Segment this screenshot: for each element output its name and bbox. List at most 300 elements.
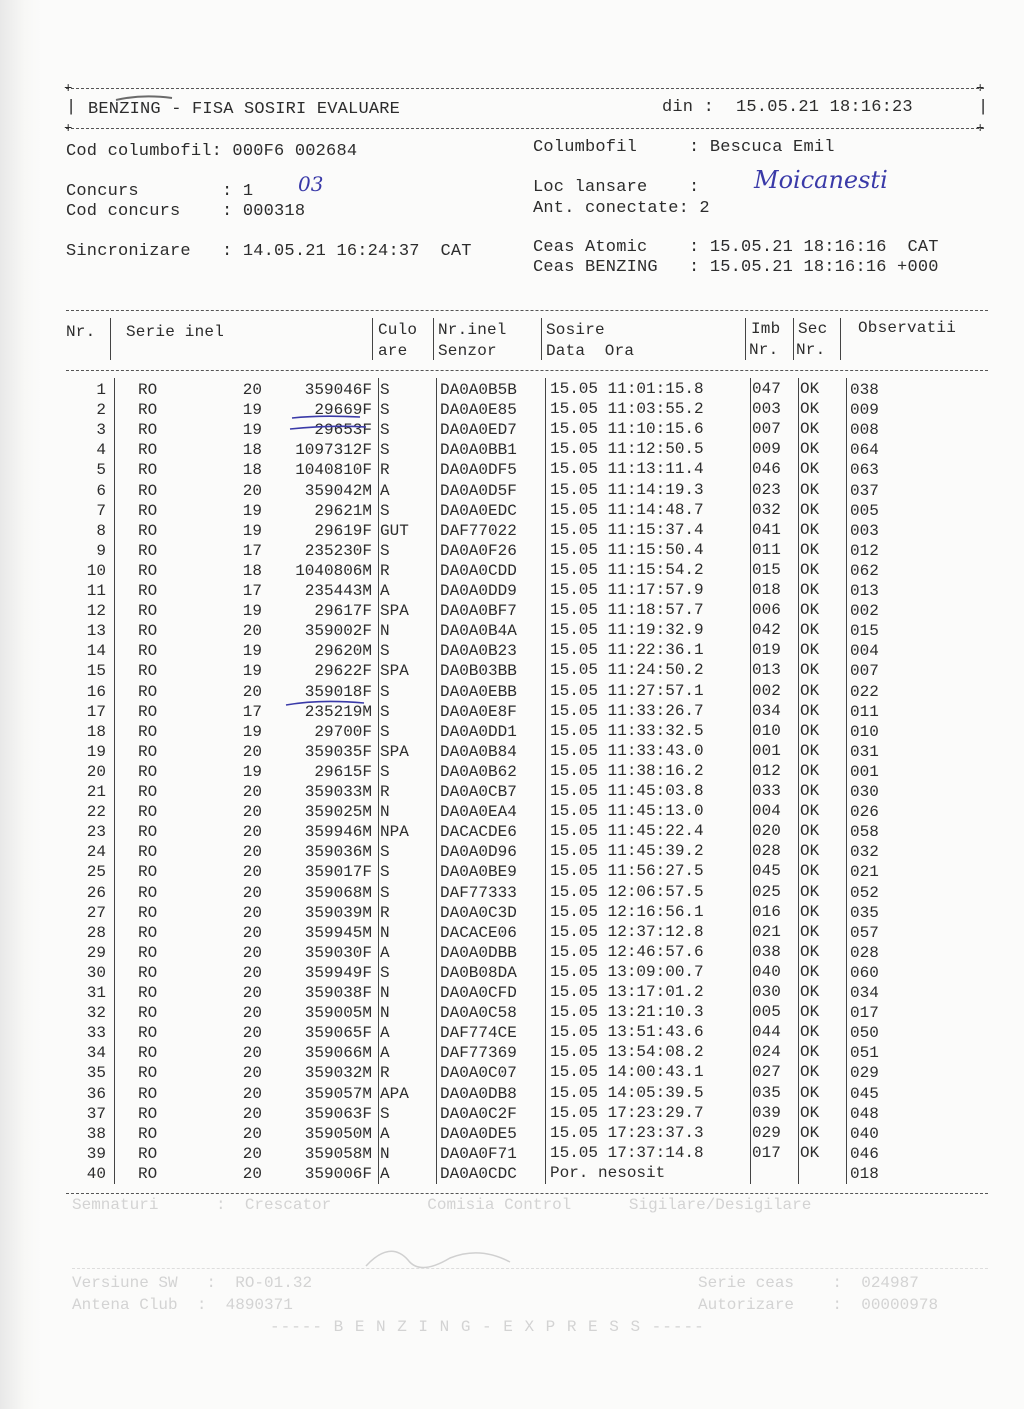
row-nr: 27 bbox=[86, 903, 106, 922]
row-color: R bbox=[380, 561, 390, 580]
row-obs: 060 bbox=[850, 963, 879, 982]
row-ring: 359032M bbox=[304, 1064, 372, 1083]
row-nr: 40 bbox=[86, 1164, 106, 1183]
row-obs: 026 bbox=[850, 803, 879, 822]
row-year: 19 bbox=[242, 642, 262, 661]
table-row bbox=[0, 1043, 1000, 1063]
row-country: RO bbox=[138, 963, 158, 982]
row-year: 18 bbox=[242, 441, 262, 460]
row-color: S bbox=[380, 963, 390, 982]
row-obs: 022 bbox=[850, 682, 879, 701]
row-sec: OK bbox=[800, 601, 820, 620]
row-color: S bbox=[380, 863, 390, 882]
row-ring: 1040810F bbox=[295, 461, 372, 480]
row-nr: 8 bbox=[96, 521, 106, 540]
row-ring: 29619F bbox=[314, 521, 372, 540]
table-bottom-rule bbox=[66, 1193, 988, 1194]
header-bottom-rule bbox=[66, 128, 984, 129]
row-color: R bbox=[380, 1064, 390, 1083]
row-sec: OK bbox=[800, 1143, 820, 1162]
row-color: A bbox=[380, 943, 390, 962]
row-sensor: DA0A0C58 bbox=[440, 1004, 517, 1023]
row-year: 20 bbox=[242, 803, 262, 822]
table-row bbox=[0, 460, 1000, 480]
row-nr: 17 bbox=[86, 702, 106, 721]
table-row bbox=[0, 581, 1000, 601]
row-obs: 051 bbox=[850, 1044, 879, 1063]
row-year: 19 bbox=[242, 401, 262, 420]
row-nr: 18 bbox=[86, 722, 106, 741]
row-nr: 2 bbox=[96, 401, 106, 420]
row-year: 20 bbox=[242, 1004, 262, 1023]
row-nr: 28 bbox=[86, 923, 106, 942]
row-nr: 19 bbox=[86, 742, 106, 761]
table-row bbox=[0, 420, 1000, 440]
row-ring: 1097312F bbox=[295, 441, 372, 460]
row-ring: 29620M bbox=[314, 642, 372, 661]
row-ring: 359068M bbox=[304, 883, 372, 902]
row-obs: 037 bbox=[850, 481, 879, 500]
row-color: S bbox=[380, 441, 390, 460]
row-imb: 046 bbox=[752, 460, 781, 479]
row-country: RO bbox=[138, 803, 158, 822]
row-imb: 042 bbox=[752, 621, 781, 640]
row-color: N bbox=[380, 984, 390, 1002]
row-sec: OK bbox=[800, 1023, 820, 1042]
row-obs: 015 bbox=[850, 622, 879, 641]
row-color: N bbox=[380, 803, 390, 822]
row-sec: OK bbox=[800, 440, 820, 459]
header-corner-br: + bbox=[976, 121, 985, 137]
row-sec: OK bbox=[800, 480, 820, 499]
table-row bbox=[0, 1104, 1000, 1124]
row-sensor: DAF77333 bbox=[440, 883, 517, 902]
row-country: RO bbox=[138, 1044, 158, 1063]
row-imb: 035 bbox=[752, 1083, 781, 1102]
ghost-signature-mark bbox=[360, 1236, 520, 1280]
row-imb: 016 bbox=[752, 902, 781, 921]
row-imb: 006 bbox=[752, 601, 781, 620]
row-arrival: 15.05 12:46:57.6 bbox=[550, 942, 704, 961]
row-sec: OK bbox=[800, 540, 820, 559]
row-obs: 057 bbox=[850, 923, 879, 942]
row-sec: OK bbox=[800, 621, 820, 640]
row-year: 19 bbox=[242, 762, 262, 781]
row-imb: 013 bbox=[752, 661, 781, 680]
row-sec: OK bbox=[800, 922, 820, 941]
row-sec: OK bbox=[800, 862, 820, 881]
table-row bbox=[0, 380, 1000, 400]
table-row bbox=[0, 601, 1000, 621]
ghost-antena-club: Antena Club : 4890371 bbox=[72, 1296, 293, 1314]
row-arrival: 15.05 11:03:55.2 bbox=[550, 400, 704, 419]
row-color: A bbox=[380, 582, 390, 600]
row-nr: 22 bbox=[86, 803, 106, 822]
row-nr: 3 bbox=[96, 421, 106, 440]
row-year: 20 bbox=[242, 1144, 262, 1163]
row-sec: OK bbox=[800, 701, 820, 720]
row-country: RO bbox=[138, 823, 158, 842]
row-color: S bbox=[380, 381, 390, 399]
row-sec: OK bbox=[800, 902, 820, 921]
row-arrival: 15.05 11:33:32.5 bbox=[550, 721, 704, 740]
row-arrival: 15.05 11:13:11.4 bbox=[550, 460, 704, 479]
row-obs: 002 bbox=[850, 602, 879, 621]
row-nr: 1 bbox=[96, 381, 106, 399]
row-imb: 019 bbox=[752, 641, 781, 660]
row-color: N bbox=[380, 1004, 390, 1023]
vsep-h5 bbox=[745, 318, 746, 360]
table-row bbox=[0, 923, 1000, 943]
row-year: 20 bbox=[242, 1124, 262, 1143]
row-country: RO bbox=[138, 923, 158, 942]
row-color: S bbox=[380, 762, 390, 781]
row-year: 19 bbox=[242, 602, 262, 621]
row-arrival: 15.05 11:19:32.9 bbox=[550, 621, 704, 640]
row-obs: 030 bbox=[850, 783, 879, 801]
table-row bbox=[0, 842, 1000, 862]
row-nr: 34 bbox=[86, 1044, 106, 1063]
row-arrival: 15.05 14:05:39.5 bbox=[550, 1083, 704, 1102]
row-obs: 003 bbox=[850, 521, 879, 540]
row-nr: 37 bbox=[86, 1104, 106, 1123]
row-nr: 24 bbox=[86, 843, 106, 862]
header-top-rule bbox=[66, 88, 984, 89]
table-row bbox=[0, 762, 1000, 782]
row-color: S bbox=[380, 682, 390, 701]
row-year: 20 bbox=[242, 943, 262, 962]
row-sensor: DA0A0B84 bbox=[440, 742, 517, 761]
row-obs: 052 bbox=[850, 883, 879, 902]
row-year: 17 bbox=[242, 582, 262, 600]
row-country: RO bbox=[138, 561, 158, 580]
din-label: din : bbox=[662, 98, 715, 117]
row-sec: OK bbox=[800, 942, 820, 961]
row-ring: 29615F bbox=[314, 762, 372, 781]
row-ring: 359949F bbox=[304, 963, 372, 982]
row-nr: 21 bbox=[86, 783, 106, 801]
row-imb: 020 bbox=[752, 822, 781, 841]
table-row bbox=[0, 1003, 1000, 1023]
row-sec: OK bbox=[800, 802, 820, 821]
row-sensor: DACACE06 bbox=[440, 923, 517, 942]
row-arrival: 15.05 11:12:50.5 bbox=[550, 440, 704, 459]
row-year: 20 bbox=[242, 883, 262, 902]
row-arrival: 15.05 14:00:43.1 bbox=[550, 1063, 704, 1082]
row-arrival: 15.05 17:23:37.3 bbox=[550, 1123, 704, 1142]
row-obs: 046 bbox=[850, 1144, 879, 1163]
col-serie-inel: Serie inel bbox=[126, 323, 225, 341]
table-row bbox=[0, 862, 1000, 882]
row-ring: 359063F bbox=[304, 1104, 372, 1123]
row-color: A bbox=[380, 1164, 390, 1183]
row-country: RO bbox=[138, 461, 158, 480]
row-color: SPA bbox=[380, 742, 409, 761]
row-nr: 33 bbox=[86, 1024, 106, 1043]
row-imb: 032 bbox=[752, 500, 781, 519]
row-country: RO bbox=[138, 722, 158, 741]
row-nr: 32 bbox=[86, 1004, 106, 1023]
row-color: S bbox=[380, 843, 390, 862]
row-sensor: DA0A0BE9 bbox=[440, 863, 517, 882]
row-nr: 29 bbox=[86, 943, 106, 962]
ceas-benzing: Ceas BENZING : 15.05.21 18:16:16 +000 bbox=[533, 258, 939, 277]
columbofil: Columbofil : Bescuca Emil bbox=[533, 138, 835, 157]
row-country: RO bbox=[138, 883, 158, 902]
row-sec: OK bbox=[800, 380, 820, 398]
table-row bbox=[0, 621, 1000, 641]
vsep-h4 bbox=[541, 318, 542, 360]
table-row bbox=[0, 1023, 1000, 1043]
row-sec: OK bbox=[800, 822, 820, 841]
row-sensor: DA0A0DD1 bbox=[440, 722, 517, 741]
col-sec-nr: Nr. bbox=[796, 341, 826, 359]
row-country: RO bbox=[138, 863, 158, 882]
row-year: 20 bbox=[242, 1164, 262, 1183]
row-obs: 004 bbox=[850, 642, 879, 661]
table-row bbox=[0, 742, 1000, 762]
row-obs: 018 bbox=[850, 1164, 879, 1183]
row-year: 20 bbox=[242, 481, 262, 500]
row-nr: 36 bbox=[86, 1084, 106, 1103]
row-sensor: DA0A0C2F bbox=[440, 1104, 517, 1123]
row-sensor: DAF77369 bbox=[440, 1044, 517, 1063]
row-nr: 12 bbox=[86, 602, 106, 621]
table-row bbox=[0, 1144, 1000, 1164]
row-country: RO bbox=[138, 401, 158, 420]
row-country: RO bbox=[138, 843, 158, 862]
row-nr: 20 bbox=[86, 762, 106, 781]
row-sensor: DACACDE6 bbox=[440, 823, 517, 842]
row-arrival: 15.05 12:06:57.5 bbox=[550, 882, 704, 901]
ghost-brand: ----- B E N Z I N G - E X P R E S S ----- bbox=[270, 1318, 705, 1336]
row-color: A bbox=[380, 1024, 390, 1043]
col-sec: Sec bbox=[798, 320, 828, 338]
row-nr: 15 bbox=[86, 662, 106, 681]
row-nr: 38 bbox=[86, 1124, 106, 1143]
row-color: NPA bbox=[380, 823, 409, 842]
row-obs: 017 bbox=[850, 1004, 879, 1023]
row-sensor: DA0B03BB bbox=[440, 662, 517, 681]
row-sensor: DA0A0C07 bbox=[440, 1064, 517, 1083]
ghost-serie-ceas: Serie ceas : 024987 bbox=[698, 1274, 919, 1292]
row-nr: 4 bbox=[96, 441, 106, 460]
row-imb: 017 bbox=[752, 1143, 781, 1162]
row-sec: OK bbox=[800, 741, 820, 760]
row-imb: 001 bbox=[752, 741, 781, 760]
row-ring: 359046F bbox=[304, 381, 372, 399]
row-nr: 13 bbox=[86, 622, 106, 641]
table-row bbox=[0, 501, 1000, 521]
row-sec: OK bbox=[800, 460, 820, 479]
col-nr: Nr. bbox=[66, 323, 96, 341]
row-sec: OK bbox=[800, 681, 820, 700]
row-sec: OK bbox=[800, 842, 820, 861]
col-sosire: Sosire bbox=[546, 321, 605, 339]
ink-underline-rows-2-3 bbox=[280, 405, 390, 435]
row-ring: 359030F bbox=[304, 943, 372, 962]
row-ring: 235219M bbox=[304, 702, 372, 721]
row-nr: 31 bbox=[86, 984, 106, 1002]
row-arrival: 15.05 11:17:57.9 bbox=[550, 581, 704, 599]
row-arrival: 15.05 11:18:57.7 bbox=[550, 601, 704, 620]
row-imb: 045 bbox=[752, 862, 781, 881]
row-arrival: 15.05 13:17:01.2 bbox=[550, 983, 704, 1001]
row-sensor: DA0A0E85 bbox=[440, 401, 517, 420]
row-color: APA bbox=[380, 1084, 409, 1103]
row-imb: 025 bbox=[752, 882, 781, 901]
ant-conectate: Ant. conectate: 2 bbox=[533, 199, 710, 218]
row-color: N bbox=[380, 622, 390, 641]
row-arrival: 15.05 13:54:08.2 bbox=[550, 1043, 704, 1062]
row-obs: 001 bbox=[850, 762, 879, 781]
row-sec: OK bbox=[800, 641, 820, 660]
row-imb: 028 bbox=[752, 842, 781, 861]
row-nr: 25 bbox=[86, 863, 106, 882]
row-obs: 029 bbox=[850, 1064, 879, 1083]
row-nr: 23 bbox=[86, 823, 106, 842]
table-row bbox=[0, 481, 1000, 501]
row-color: S bbox=[380, 1104, 390, 1123]
table-row bbox=[0, 883, 1000, 903]
row-color: R bbox=[380, 783, 390, 801]
row-ring: 359945M bbox=[304, 923, 372, 942]
row-color: S bbox=[380, 541, 390, 560]
row-imb: 039 bbox=[752, 1103, 781, 1122]
row-year: 20 bbox=[242, 843, 262, 862]
row-year: 20 bbox=[242, 963, 262, 982]
row-ring: 359035F bbox=[304, 742, 372, 761]
table-row bbox=[0, 541, 1000, 561]
row-arrival: 15.05 17:37:14.8 bbox=[550, 1143, 704, 1162]
row-year: 20 bbox=[242, 1084, 262, 1103]
row-sensor: DA0A0DD9 bbox=[440, 582, 517, 600]
row-year: 20 bbox=[242, 682, 262, 701]
row-arrival: 15.05 11:15:37.4 bbox=[550, 520, 704, 539]
row-country: RO bbox=[138, 441, 158, 460]
loc-lansare: Loc lansare : bbox=[533, 178, 700, 197]
table-row bbox=[0, 1164, 1000, 1184]
row-ring: 359018F bbox=[304, 682, 372, 701]
row-year: 19 bbox=[242, 722, 262, 741]
header-left-bar: | bbox=[66, 98, 77, 117]
row-country: RO bbox=[138, 662, 158, 681]
row-nr: 35 bbox=[86, 1064, 106, 1083]
concurs: Concurs : 1 bbox=[66, 182, 254, 201]
row-nr: 30 bbox=[86, 963, 106, 982]
row-nr: 11 bbox=[86, 582, 106, 600]
row-imb: 003 bbox=[752, 400, 781, 419]
row-ring: 359039M bbox=[304, 903, 372, 922]
row-country: RO bbox=[138, 762, 158, 781]
row-arrival: 15.05 11:38:16.2 bbox=[550, 761, 704, 780]
row-imb: 041 bbox=[752, 520, 781, 539]
row-sec: OK bbox=[800, 761, 820, 780]
row-arrival: 15.05 13:51:43.6 bbox=[550, 1023, 704, 1042]
table-top-rule bbox=[66, 310, 988, 311]
row-ring: 359058M bbox=[304, 1144, 372, 1163]
row-color: N bbox=[380, 923, 390, 942]
row-country: RO bbox=[138, 1124, 158, 1143]
row-arrival: 15.05 11:33:26.7 bbox=[550, 701, 704, 720]
row-sensor: DA0A0C3D bbox=[440, 903, 517, 922]
row-year: 19 bbox=[242, 662, 262, 681]
report-title: BENZING - FISA SOSIRI EVALUARE bbox=[88, 100, 401, 119]
table-row bbox=[0, 661, 1000, 681]
row-obs: 062 bbox=[850, 561, 879, 580]
row-imb: 007 bbox=[752, 420, 781, 439]
row-country: RO bbox=[138, 1164, 158, 1183]
vsep-h6 bbox=[793, 318, 794, 360]
row-obs: 007 bbox=[850, 662, 879, 681]
row-year: 20 bbox=[242, 742, 262, 761]
row-obs: 013 bbox=[850, 582, 879, 600]
row-ring: 359038F bbox=[304, 984, 372, 1002]
col-are: are bbox=[378, 342, 408, 360]
sincronizare: Sincronizare : 14.05.21 16:24:37 CAT bbox=[66, 242, 472, 261]
row-color: S bbox=[380, 642, 390, 661]
ink-mark-title bbox=[112, 92, 176, 104]
ink-underline-row-16 bbox=[280, 695, 390, 715]
row-country: RO bbox=[138, 501, 158, 520]
row-sensor: DA0A0D96 bbox=[440, 843, 517, 862]
col-nr-inel: Nr.inel bbox=[438, 321, 507, 339]
row-sec: OK bbox=[800, 782, 820, 800]
row-obs: 050 bbox=[850, 1024, 879, 1043]
row-sec: OK bbox=[800, 520, 820, 539]
row-color: S bbox=[380, 702, 390, 721]
header-corner-left: + bbox=[64, 81, 73, 97]
row-sensor: DA0A0F26 bbox=[440, 541, 517, 560]
row-obs: 045 bbox=[850, 1084, 879, 1103]
row-imb: 024 bbox=[752, 1043, 781, 1062]
row-country: RO bbox=[138, 481, 158, 500]
row-arrival: 15.05 17:23:29.7 bbox=[550, 1103, 704, 1122]
cod-concurs: Cod concurs : 000318 bbox=[66, 202, 306, 221]
row-imb: 018 bbox=[752, 581, 781, 599]
row-sensor: DA0A0ED7 bbox=[440, 421, 517, 440]
cod-columbofil: Cod columbofil: 000F6 002684 bbox=[66, 142, 358, 161]
row-nr: 26 bbox=[86, 883, 106, 902]
row-imb: 044 bbox=[752, 1023, 781, 1042]
table-header-rule bbox=[66, 370, 988, 371]
row-arrival: 15.05 12:37:12.8 bbox=[550, 922, 704, 941]
row-sec: OK bbox=[800, 400, 820, 419]
row-year: 20 bbox=[242, 903, 262, 922]
row-color: A bbox=[380, 1124, 390, 1143]
row-imb: 005 bbox=[752, 1003, 781, 1022]
row-ring: 359036M bbox=[304, 843, 372, 862]
row-sensor: DA0A0D5F bbox=[440, 481, 517, 500]
row-country: RO bbox=[138, 521, 158, 540]
row-year: 18 bbox=[242, 461, 262, 480]
row-imb: 029 bbox=[752, 1123, 781, 1142]
row-obs: 035 bbox=[850, 903, 879, 922]
row-obs: 021 bbox=[850, 863, 879, 882]
row-country: RO bbox=[138, 1064, 158, 1083]
header-right-bar: | bbox=[978, 98, 989, 117]
row-sensor: DAF77022 bbox=[440, 521, 517, 540]
row-imb: 004 bbox=[752, 802, 781, 821]
ceas-atomic: Ceas Atomic : 15.05.21 18:16:16 CAT bbox=[533, 238, 939, 257]
table-row bbox=[0, 561, 1000, 581]
row-obs: 058 bbox=[850, 823, 879, 842]
row-obs: 040 bbox=[850, 1124, 879, 1143]
row-ring: 235443M bbox=[304, 582, 372, 600]
concurs-handwritten: 03 bbox=[298, 172, 324, 196]
row-year: 18 bbox=[242, 561, 262, 580]
vsep-h2 bbox=[372, 318, 373, 360]
